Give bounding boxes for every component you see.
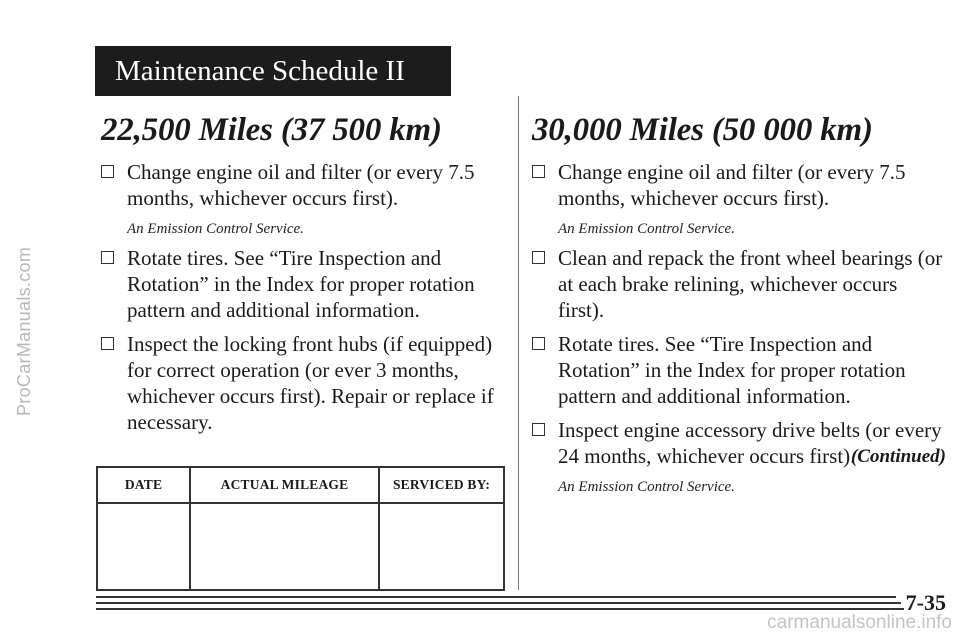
checkbox-icon[interactable] [532, 251, 545, 264]
checklist-item [532, 331, 948, 409]
section-header [95, 46, 451, 96]
checkbox-icon[interactable] [101, 251, 114, 264]
item-text: Rotate tires. See “Tire Inspection and Rotation” in the Index for proper rotation pattern and additional information. [127, 246, 475, 322]
item-text: Inspect engine accessory drive belts (or every 24 months, whichever occurs first). [558, 418, 942, 468]
section-title: Maintenance Schedule II [115, 54, 405, 87]
footer-rule [96, 596, 896, 598]
date-entry-cell[interactable] [98, 504, 191, 589]
footer-rule [96, 608, 904, 610]
right-column [532, 112, 948, 503]
checklist-item [532, 245, 948, 323]
emission-note: An Emission Control Service. [558, 221, 735, 237]
table-header-mileage: ACTUAL MILEAGE [191, 468, 380, 504]
side-watermark: ProCarManuals.com [14, 246, 34, 416]
checkbox-icon[interactable] [532, 337, 545, 350]
column-divider [518, 96, 519, 590]
table-header-date: DATE [98, 468, 191, 504]
checkbox-icon[interactable] [532, 423, 545, 436]
checklist-item [101, 331, 511, 435]
item-text: Change engine oil and filter (or every 7.5 months, whichever occurs first). [127, 160, 475, 210]
emission-note: An Emission Control Service. [127, 221, 304, 237]
continued-label: (Continued) [850, 446, 946, 467]
item-text: Change engine oil and filter (or every 7.5 months, whichever occurs first). [558, 160, 906, 210]
item-text: Inspect the locking front hubs (if equipped) for correct operation (or ever 3 months, whichever occurs first). Repair or replace if necessary. [127, 332, 494, 434]
footer-rule [96, 602, 901, 604]
serviced-by-entry-cell[interactable] [380, 504, 503, 589]
page-number: 7-35 [905, 590, 946, 615]
emission-note: An Emission Control Service. [558, 479, 735, 495]
checklist-item [532, 159, 948, 211]
bottom-watermark: carmanualsonline.info [767, 612, 952, 633]
left-column [101, 112, 511, 443]
mileage-heading-right: 30,000 Miles (50 000 km) [532, 112, 873, 148]
item-text: Rotate tires. See “Tire Inspection and Rotation” in the Index for proper rotation pattern and additional information. [558, 332, 906, 408]
checkbox-icon[interactable] [101, 165, 114, 178]
checklist-item [101, 245, 511, 323]
service-record-table [96, 466, 505, 591]
checkbox-icon[interactable] [101, 337, 114, 350]
mileage-heading-left: 22,500 Miles (37 500 km) [101, 112, 442, 148]
item-text: Clean and repack the front wheel bearings (or at each brake relining, whichever occurs first). [558, 246, 943, 322]
checkbox-icon[interactable] [532, 165, 545, 178]
checklist-item [101, 159, 511, 211]
mileage-entry-cell[interactable] [191, 504, 380, 589]
table-header-serviced-by: SERVICED BY: [380, 468, 503, 504]
